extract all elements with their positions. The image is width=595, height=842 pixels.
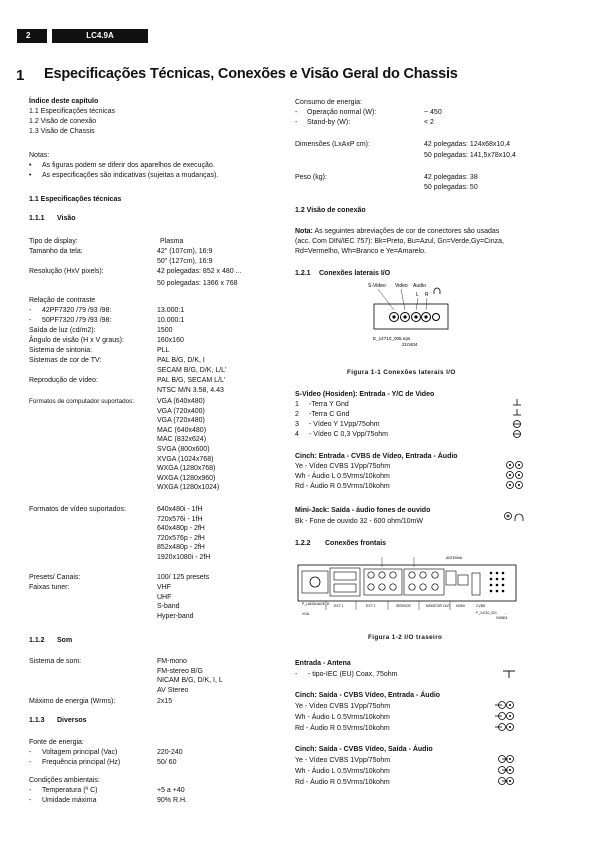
spec-label: Relação de contraste xyxy=(29,297,96,304)
spec-value: 2x15 xyxy=(157,698,173,705)
dash: - xyxy=(29,749,32,756)
spec-value: Hyper-band xyxy=(157,612,194,620)
spec-label: Temperatura (º C) xyxy=(42,787,98,794)
cinch-in-icon xyxy=(505,460,525,490)
figure-caption: Figura 1-2 I/O traseiro xyxy=(368,634,443,641)
note-label: Nota: xyxy=(295,228,313,235)
spec-value: 1500 xyxy=(157,327,173,334)
spec-value: 1920x1080i - 2fH xyxy=(157,553,211,561)
dash: - xyxy=(29,759,32,766)
spec-value: 50/ 60 xyxy=(157,759,177,766)
fig-label: ANTENNA xyxy=(446,556,463,560)
spec-value: 852x480p - 2fH xyxy=(157,544,205,552)
connector-title: Cinch: Saída - CVBS Vídeo, Saída - Áudio xyxy=(295,746,433,753)
spec-label: Faixas tuner: xyxy=(29,584,70,591)
note-item: As especificações são indicativas (sujeitas a mudanças). xyxy=(42,172,219,179)
fig-file: ... xyxy=(504,611,507,615)
pin-number: 1 xyxy=(295,401,299,408)
spec-label: Formatos de computador suportados: xyxy=(29,398,135,405)
spec-value: +5 a +40 xyxy=(157,787,185,794)
spec-label: Consumo de energia: xyxy=(295,99,362,106)
fig-file: E_14710_005.eps xyxy=(373,336,411,341)
note-paragraph xyxy=(295,227,499,237)
spec-value: VGA (720x480) xyxy=(157,417,205,425)
spec-value: PAL B/G, D/K, I xyxy=(157,357,205,364)
cinch-out-out-icon xyxy=(494,754,518,786)
connector-row: Rd - Áudio R 0.5Vrms/10kohm xyxy=(295,725,390,732)
pin-desc: - Vídeo C 0,3 Vpp/75ohm xyxy=(309,431,388,438)
spec-label: Tamanho da tela: xyxy=(29,248,83,255)
spec-value: NTSC M/N 3.58, 4.43 xyxy=(157,387,224,394)
connector-title: Mini-Jack: Saída - áudio fones de ouvido xyxy=(295,507,431,514)
fig-file: F_14710_021 xyxy=(476,611,497,615)
subsection-number: 1.1.1 xyxy=(29,215,45,222)
spec-label: Presets/ Canais: xyxy=(29,574,81,581)
fig-label: Video xyxy=(395,283,408,289)
toc-item[interactable]: 1.3 Visão de Chassis xyxy=(29,128,95,135)
dash: - xyxy=(295,109,298,116)
spec-value: SVGA (800x600) xyxy=(157,445,210,453)
spec-label: Reprodução de vídeo: xyxy=(29,377,98,384)
spec-value: 42 polegadas: 124x68x10,4 xyxy=(424,141,511,148)
spec-label: Sistema de som: xyxy=(29,658,82,665)
section-heading: 1.2 Visão de conexão xyxy=(295,207,366,214)
spec-value: PLL xyxy=(157,347,170,354)
fig-label: EXT 2 xyxy=(366,604,376,608)
dash: - xyxy=(295,671,298,678)
connector-row: Wh - Áudio L 0.5Vrms/10kohm xyxy=(295,768,390,775)
pin-desc: -Terra C Gnd xyxy=(309,411,350,418)
spec-value: 640x480p - 2fH xyxy=(157,525,205,533)
subsection-heading: Conexões laterais I/O xyxy=(319,270,391,277)
spec-value: ~ 450 xyxy=(424,109,442,116)
subsection-number: 1.1.3 xyxy=(29,717,45,724)
spec-value: VGA (720x400) xyxy=(157,407,205,415)
spec-value: MAC (832x624) xyxy=(157,436,207,444)
subsection-heading: Visão xyxy=(57,215,76,222)
fig-label: R xyxy=(425,292,429,298)
spec-value: 10.000:1 xyxy=(157,317,185,324)
fig-label: MONITOR OUT xyxy=(426,604,451,608)
figure-caption: Figura 1-1 Conexões laterais I/O xyxy=(347,369,456,376)
connector-row: Wh - Áudio L 0.5Vrms/10kohm xyxy=(295,473,390,480)
side-io-figure xyxy=(368,280,458,355)
note-text: Rd=Vermelho, Wh=Branco e Ye=Amarelo. xyxy=(295,248,426,255)
fig-label: HDMI xyxy=(456,604,465,608)
pin-number: 4 xyxy=(295,431,299,438)
antenna-icon xyxy=(502,669,516,679)
spec-value: NICAM B/G, D/K, I, L xyxy=(157,677,223,685)
fig-label: L xyxy=(416,292,419,298)
spec-label: Dimensões (LxAxP cm): xyxy=(295,141,370,148)
spec-label: Resolução (HxV pixels): xyxy=(29,268,104,275)
bullet: • xyxy=(29,172,32,179)
spec-value: 50 polegadas: 50 xyxy=(424,184,478,191)
connector-row: Rd - Áudio R 0.5Vrms/10kohm xyxy=(295,483,390,490)
spec-label: Saída de luz (cd/m2): xyxy=(29,327,96,334)
note-text: As seguintes abreviações de cor de conectores são usadas xyxy=(314,228,500,235)
subsection-heading: Diversos xyxy=(57,717,87,724)
spec-value: S-band xyxy=(157,603,180,611)
rear-io-figure xyxy=(296,553,520,621)
subsection-number: 1.1.2 xyxy=(29,637,45,644)
spec-value: VGA (640x480) xyxy=(157,398,205,405)
note-item: As figuras podem se diferir dos aparelhos de execução. xyxy=(42,162,215,169)
spec-value: 90% R.H. xyxy=(157,797,187,804)
spec-value: < 2 xyxy=(424,119,434,126)
dash: - xyxy=(29,317,32,324)
spec-value: 50" (127cm), 16:9 xyxy=(157,258,213,265)
connector-row: Ye - Vídeo CVBS 1Vpp/75ohm xyxy=(295,463,391,470)
spec-label: Sistema de sintonia: xyxy=(29,347,93,354)
spec-value: 13.000:1 xyxy=(157,307,185,314)
subsection-number: 1.2.2 xyxy=(295,540,311,547)
connector-title: S-Video (Hosiden): Entrada - Y/C de Video xyxy=(295,391,435,398)
spec-label: Fonte de energia: xyxy=(29,739,84,746)
spec-value: SECAM B/G, D/K, L/L' xyxy=(157,367,227,374)
page-number: 2 xyxy=(17,29,47,43)
dash: - xyxy=(29,797,32,804)
pin-desc: -Terra Y Gnd xyxy=(309,401,349,408)
spec-label: Sistemas de cor de TV: xyxy=(29,357,102,364)
spec-value: WXGA (1280x960) xyxy=(157,474,216,482)
model-label: LC4.9A xyxy=(52,29,148,43)
connector-row: Rd - Áudio R 0.5Vrms/10kohm xyxy=(295,779,390,786)
pin-desc: - Vídeo Y 1Vpp/75ohm xyxy=(309,421,380,428)
dash: - xyxy=(29,787,32,794)
toc-item[interactable]: 1.1 Especificações técnicas xyxy=(29,108,115,115)
spec-value: XVGA (1024x768) xyxy=(157,455,214,463)
dash: - xyxy=(295,119,298,126)
cinch-out-in-icon xyxy=(494,700,518,732)
connector-row: Wh - Áudio L 0.5Vrms/10kohm xyxy=(295,714,390,721)
connector-title: Entrada - Antena xyxy=(295,660,351,667)
headphone-icon xyxy=(503,510,525,522)
spec-label: Formatos de vídeo suportados: xyxy=(29,506,126,513)
fig-label: Audio xyxy=(413,283,426,289)
notes-heading: Notas: xyxy=(29,152,50,159)
connector-title: Cinch: Entrada - CVBS de Vídeo, Entrada - Áudio xyxy=(295,453,458,460)
spec-label: Frequência principal (Hz) xyxy=(42,759,121,766)
spec-value: AV Stereo xyxy=(157,686,189,694)
spec-value: UHF xyxy=(157,593,172,601)
fig-label: EXT 1 xyxy=(334,604,344,608)
spec-label: Umidade máxima xyxy=(42,797,97,804)
spec-value: 720x576i - 1fH xyxy=(157,515,203,523)
fig-label: SERVICE xyxy=(396,604,411,608)
ground-icons xyxy=(510,398,524,440)
fig-label: P_LANGUAGE_H xyxy=(302,602,330,606)
fig-label: S-Video xyxy=(368,283,386,289)
spec-label: Máximo de energia (Wrms): xyxy=(29,698,116,705)
spec-value: 50 polegadas: 141,5x78x10,4 xyxy=(424,152,516,159)
connector-row: - tipo-IEC (EU) Coax, 75ohm xyxy=(308,671,398,678)
spec-value: FM-stereo B/G xyxy=(157,667,203,675)
spec-value: WXGA (1280x768) xyxy=(157,465,216,473)
spec-value: 50 polegadas: 1366 x 768 xyxy=(157,280,238,287)
toc-item[interactable]: 1.2 Visão de conexão xyxy=(29,118,97,125)
subsection-number: 1.2.1 xyxy=(295,270,311,277)
spec-value: 100/ 125 presets xyxy=(157,574,210,581)
dash: - xyxy=(29,307,32,314)
connector-row: Bk - Fone de ouvido 32 - 600 ohm/10mW xyxy=(295,518,424,525)
spec-value: 720x576p - 2fH xyxy=(157,534,205,542)
spec-value: 220-240 xyxy=(157,749,183,756)
spec-value: FM-mono xyxy=(157,658,187,665)
bullet: • xyxy=(29,162,32,169)
connector-title: Cinch: Saída - CVBS Vídeo, Entrada - Áudio xyxy=(295,692,441,699)
pin-number: 2 xyxy=(295,411,299,418)
fig-label: CVBS xyxy=(476,604,486,608)
spec-label: Condições ambientais: xyxy=(29,777,100,784)
spec-label: 42PF7320 /79 /93 /98: xyxy=(42,307,112,314)
spec-label: Operação normal (W): xyxy=(307,109,377,116)
chapter-title: Especificações Técnicas, Conexões e Visão Geral do Chassis xyxy=(44,66,458,82)
spec-value: PAL B/G, SECAM L/L' xyxy=(157,377,226,384)
spec-value: Plasma xyxy=(160,238,184,245)
spec-label: Voltagem principal (Vac) xyxy=(42,749,118,756)
toc-heading: Índice deste capítulo xyxy=(29,98,99,105)
spec-value: 42 polegadas: 38 xyxy=(424,174,478,181)
spec-value: 42" (107cm), 16:9 xyxy=(157,248,213,255)
spec-value: MAC (640x480) xyxy=(157,426,207,434)
note-text: (acc. Com DIN/IEC 757): Bk=Preto, Bu=Azul, Gn=Verde,Gy=Cinza, xyxy=(295,238,504,245)
spec-value: WXGA (1280x1024) xyxy=(157,484,220,492)
spec-label: Stand-by (W): xyxy=(307,119,351,126)
fig-file: 040504 xyxy=(496,616,508,620)
subsection-heading: Conexões frontais xyxy=(325,540,387,547)
connector-row: Ye - Vídeo CVBS 1Vpp/75ohm xyxy=(295,757,391,764)
spec-value: VHF xyxy=(157,584,171,591)
section-heading: 1.1 Especificações técnicas xyxy=(29,196,122,203)
spec-value: 160x160 xyxy=(157,337,184,344)
fig-label: VGA xyxy=(302,612,310,616)
spec-label: 50PF7320 /79 /93 /98: xyxy=(42,317,112,324)
connector-row: Ye - Vídeo CVBS 1Vpp/75ohm xyxy=(295,703,391,710)
spec-label: Ângulo de visão (H x V graus): xyxy=(29,337,124,344)
spec-value: 42 polegadas: 852 x 480 ... xyxy=(157,268,242,275)
subsection-heading: Som xyxy=(57,637,73,644)
spec-label: Tipo de display: xyxy=(29,238,78,245)
fig-file: 210404 xyxy=(402,342,418,347)
chapter-number: 1 xyxy=(16,67,25,84)
pin-number: 3 xyxy=(295,421,299,428)
spec-value: 640x480i - 1fH xyxy=(157,506,203,513)
spec-label: Peso (kg): xyxy=(295,174,327,181)
